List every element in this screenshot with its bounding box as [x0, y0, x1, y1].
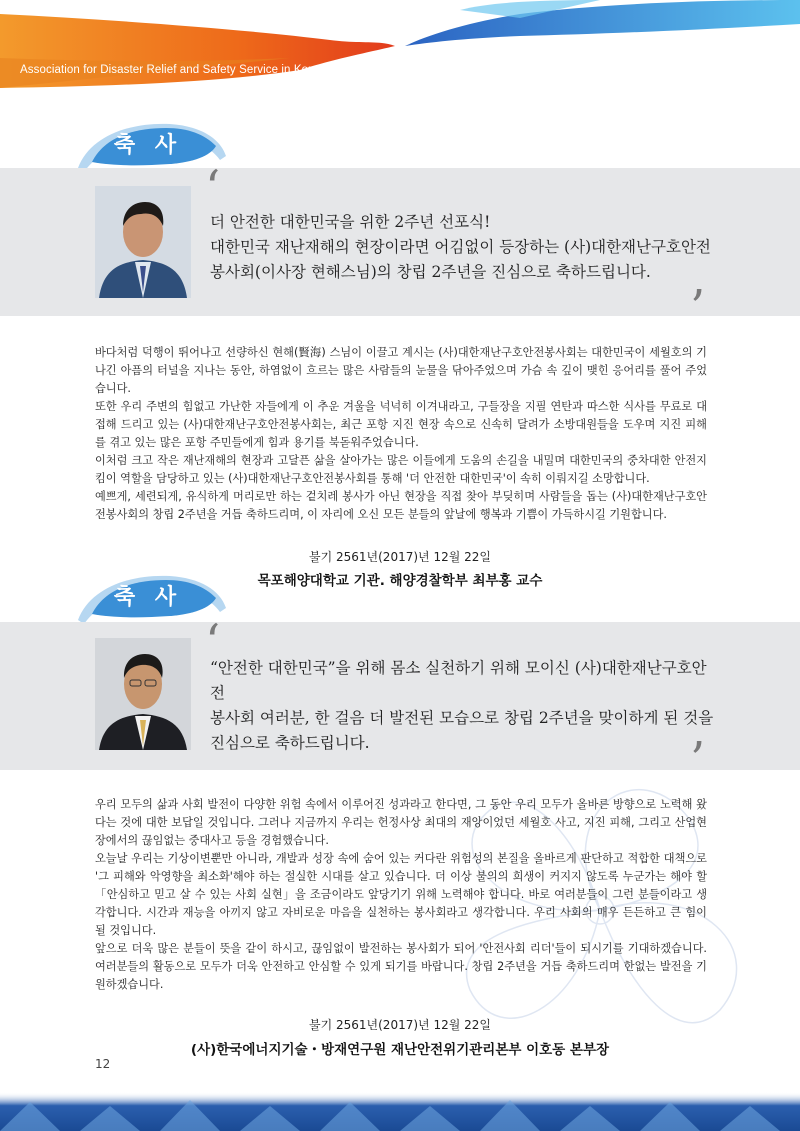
- quote-line: “안전한 대한민국”을 위해 몸소 실천하기 위해 모이신 (사)대한재난구호안전: [210, 659, 707, 702]
- org-name-text: Association for Disaster Relief and Safety Service in Korea: [20, 64, 326, 76]
- signer-name-2: (사)한국에너지기술・방재연구원 재난안전위기관리본부 이호동 본부장: [190, 1042, 610, 1058]
- page-number: 12: [95, 1057, 111, 1071]
- quote-line: 봉사회(이사장 현해스님)의 창립 2주년을 진심으로 축하드립니다.: [210, 263, 651, 281]
- quote-line: 대한민국 재난재해의 현장이라면 어김없이 등장하는 (사)대한재난구호안전: [210, 238, 711, 256]
- section-tag-label: 축 사: [113, 585, 183, 610]
- body-text-2: [95, 796, 707, 994]
- close-quote-mark-2: ’: [690, 732, 706, 788]
- quote-line: 진심으로 축하드립니다.: [210, 734, 370, 752]
- portrait-photo-1: [95, 186, 191, 298]
- header-hands-graphic: [0, 0, 800, 92]
- open-quote-mark-2: ‘: [205, 614, 221, 670]
- body-paragraph: 바다처럼 덕행이 뛰어나고 선량하신 현해(賢海) 스님이 이끌고 계시는 (사)대한재난구호안전봉사회는 대한민국이 세월호의 기나긴 아픔의 터널을 지나는 동안, 하염없이 흐르는 많은 사람들의 눈물을 닦아주었으며 가슴 속 깊이 맺힌 응어리를 풀어 주었습니다.: [95, 346, 707, 395]
- body-paragraph: 앞으로 더욱 많은 분들이 뜻을 같이 하시고, 끊임없이 발전하는 봉사회가 되어 '안전사회 리더'들이 되시기를 기대하겠습니다. 여러분들의 활동으로 모두가 더욱 안전하고 안심할 수 있게 되기를 바랍니다. 창립 2주년을 거듭 축하드리며 한없는 발전을 기원하겠습니다.: [95, 942, 707, 991]
- footer-pattern: [0, 1092, 800, 1131]
- body-text-1: [95, 344, 707, 524]
- body-paragraph: 예쁘게, 세련되게, 유식하게 머리로만 하는 겉치레 봉사가 아닌 현장을 직접 찾아 부딪히며 사람들을 돕는 (사)대한재난구호안전봉사회의 창립 2주년을 거듭 축하드리며, 이 자리에 오신 모든 분들의 앞날에 행복과 기쁨이 가득하시길 기원합니다.: [95, 490, 707, 521]
- date-line-1: 불기 2561년(2017)년 12월 22일: [309, 550, 491, 564]
- quote-line: 봉사회 여러분, 한 걸음 더 발전된 모습으로 창립 2주년을 맞이하게 된 것을: [210, 709, 714, 727]
- open-quote-mark-1: ‘: [205, 160, 221, 216]
- body-paragraph: 또한 우리 주변의 힘없고 가난한 자들에게 이 추운 겨울을 넉넉히 이겨내라고, 구들장을 지필 연탄과 따스한 식사를 무료로 대접해 드리고 있는 (사)대한재난구호안전봉사회는, 최근 포항 지진 현장 속으로 신속히 달려가 소방대원들을 도우며 지진 피해를 겪고 있는 많은 포항 주민들에게 힘과 용기를 북돋워주었습니다.: [95, 400, 707, 449]
- date-line-2: 불기 2561년(2017)년 12월 22일: [309, 1018, 491, 1032]
- body-paragraph: 이처럼 크고 작은 재난재해의 현장과 고달픈 삶을 살아가는 많은 이들에게 도움의 손길을 내밀며 대한민국의 중차대한 안전지킴이 역할을 담당하고 있는 (사)대한재난구호안전봉사회를 통해 '더 안전한 대한민국'이 속히 이뤄지길 소망합니다.: [95, 454, 707, 485]
- body-paragraph: 오늘날 우리는 기상이변뿐만 아니라, 개발과 성장 속에 숨어 있는 커다란 위험성의 본질을 올바르게 판단하고 적합한 대책으로 '그 피해와 악영향을 최소화'해야 하는 절실한 시대를 살고 있습니다. 더 이상 불의의 희생이 커지지 않도록 누군가는 해야 할 「안심하고 믿고 살 수 있는 사회 실현」을 조금이라도 앞당기기 위해 노력해야 합니다. 바로 여러분들이 그런 분들이라고 생각합니다. 시간과 재능을 아끼지 않고 자비로운 마음을 실천하는 봉사회라고 생각합니다. 우리 사회의 매우 든든하고 큰 힘이 될 것입니다.: [95, 852, 707, 937]
- page-header: [0, 0, 800, 92]
- body-paragraph: 우리 모두의 삶과 사회 발전이 다양한 위험 속에서 이루어진 성과라고 한다면, 그 동안 우리 모두가 올바른 방향으로 노력해 왔다는 것에 대한 보답일 것입니다. 그러나 지금까지 우리는 헌정사상 최대의 재앙이었던 세월호 사고, 지진 피해, 그리고 산업현장에서의 끊임없는 중대사고 등을 경험했습니다.: [95, 798, 707, 847]
- quote-text-1: [210, 210, 720, 285]
- portrait-photo-2: [95, 638, 191, 750]
- quote-line: 더 안전한 대한민국을 위한 2주년 선포식!: [210, 213, 491, 231]
- signer-name-1: 목포해양대학교 기관. 해양경찰학부 최부홍 교수: [257, 573, 543, 589]
- close-quote-mark-1: ’: [690, 280, 706, 336]
- section-tag-label: 축 사: [113, 133, 183, 158]
